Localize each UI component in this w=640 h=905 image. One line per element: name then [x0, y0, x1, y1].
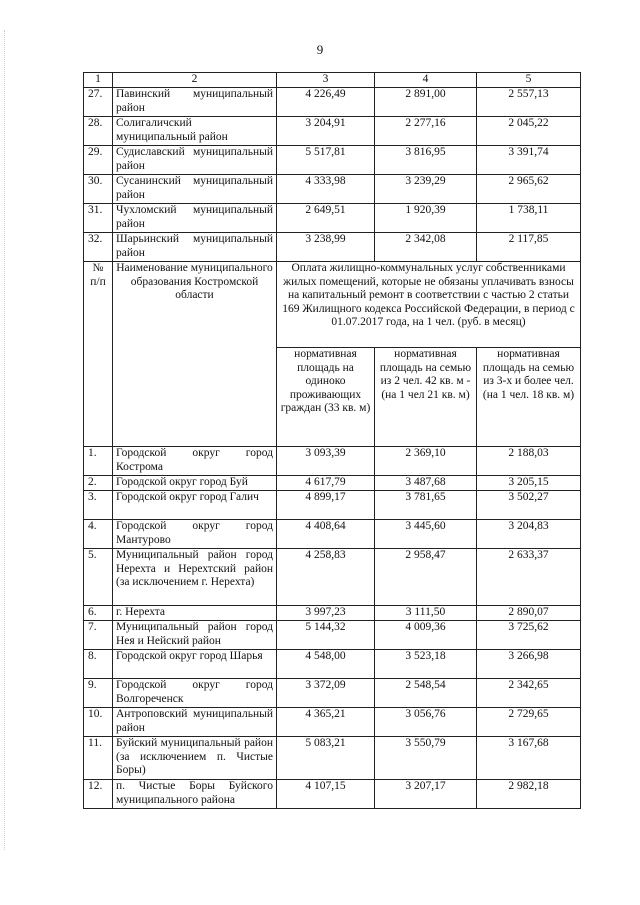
row-name: Городской округ город Галич — [113, 491, 277, 520]
row-number: 5. — [84, 549, 113, 606]
column-number-row — [84, 73, 581, 88]
table-row — [84, 621, 581, 650]
value-three: 2 729,65 — [477, 708, 581, 737]
row-number: 4. — [84, 520, 113, 549]
table-row — [84, 650, 581, 679]
value-single: 4 548,00 — [277, 650, 375, 679]
value-single: 4 617,79 — [277, 476, 375, 491]
value-single: 4 107,15 — [277, 780, 375, 809]
row-number: 2. — [84, 476, 113, 491]
row-number: 6. — [84, 606, 113, 621]
value-single: 3 238,99 — [277, 233, 375, 262]
page-number: 9 — [316, 42, 324, 57]
row-number: 31. — [84, 204, 113, 233]
value-single: 4 226,49 — [277, 88, 375, 117]
row-name: Павинский муниципальный район — [113, 88, 277, 117]
row-name: Городской округ город Кострома — [113, 447, 277, 476]
value-single: 4 365,21 — [277, 708, 375, 737]
row-name: Городской округ город Мантурово — [113, 520, 277, 549]
row-number: 7. — [84, 621, 113, 650]
row-name: Муниципальный район город Нея и Нейский район — [113, 621, 277, 650]
row-number: 8. — [84, 650, 113, 679]
value-three: 3 167,68 — [477, 737, 581, 780]
value-two: 3 781,65 — [375, 491, 477, 520]
value-single: 4 333,98 — [277, 175, 375, 204]
header-num: № п/п — [84, 262, 113, 447]
table-row — [84, 233, 581, 262]
value-single: 4 899,17 — [277, 491, 375, 520]
row-name: Буйский муниципальный район (за исключением п. Чистые Боры) — [113, 737, 277, 780]
value-two: 3 111,50 — [375, 606, 477, 621]
value-three: 3 725,62 — [477, 621, 581, 650]
value-two: 2 548,54 — [375, 679, 477, 708]
table-row — [84, 679, 581, 708]
value-three: 3 502,27 — [477, 491, 581, 520]
table-row — [84, 476, 581, 491]
column-number: 3 — [277, 73, 375, 88]
row-number: 10. — [84, 708, 113, 737]
row-name: Чухломский муниципальный район — [113, 204, 277, 233]
row-number: 32. — [84, 233, 113, 262]
table-row — [84, 737, 581, 780]
value-three: 3 205,15 — [477, 476, 581, 491]
row-number: 12. — [84, 780, 113, 809]
table-row — [84, 146, 581, 175]
column-number: 2 — [113, 73, 277, 88]
value-two: 3 207,17 — [375, 780, 477, 809]
row-name: Антроповский муниципальный район — [113, 708, 277, 737]
value-two: 3 487,68 — [375, 476, 477, 491]
row-number: 30. — [84, 175, 113, 204]
table-row — [84, 204, 581, 233]
value-single: 5 144,32 — [277, 621, 375, 650]
value-three: 2 045,22 — [477, 117, 581, 146]
value-three: 1 738,11 — [477, 204, 581, 233]
value-three: 2 982,18 — [477, 780, 581, 809]
table-row — [84, 88, 581, 117]
value-two: 3 816,95 — [375, 146, 477, 175]
column-number: 5 — [477, 73, 581, 88]
table-row — [84, 606, 581, 621]
table-row — [84, 708, 581, 737]
column-number: 1 — [84, 73, 113, 88]
value-three: 2 633,37 — [477, 549, 581, 606]
subheader-single: нормативная площадь на одиноко проживающих граждан (33 кв. м) — [277, 348, 375, 447]
column-number: 4 — [375, 73, 477, 88]
value-single: 5 083,21 — [277, 737, 375, 780]
value-three: 3 391,74 — [477, 146, 581, 175]
table-row — [84, 549, 581, 606]
value-single: 3 997,23 — [277, 606, 375, 621]
value-single: 3 204,91 — [277, 117, 375, 146]
value-two: 3 239,29 — [375, 175, 477, 204]
table-row — [84, 520, 581, 549]
row-number: 9. — [84, 679, 113, 708]
row-number: 28. — [84, 117, 113, 146]
row-name: Городской округ город Буй — [113, 476, 277, 491]
value-two: 3 550,79 — [375, 737, 477, 780]
row-name: Городской округ город Волгореченск — [113, 679, 277, 708]
value-two: 3 056,76 — [375, 708, 477, 737]
row-number: 11. — [84, 737, 113, 780]
value-single: 2 649,51 — [277, 204, 375, 233]
value-three: 2 965,62 — [477, 175, 581, 204]
rows-group-b — [84, 447, 581, 809]
value-three: 2 890,07 — [477, 606, 581, 621]
value-single: 3 372,09 — [277, 679, 375, 708]
row-name: Муниципальный район город Нерехта и Нерехтский район (за исключением г. Нерехта) — [113, 549, 277, 606]
value-two: 2 958,47 — [375, 549, 477, 606]
row-name: Солигаличский муниципальный район — [113, 117, 277, 146]
subheader-two: нормативная площадь на семью из 2 чел. 42 кв. м - (на 1 чел 21 кв. м) — [375, 348, 477, 447]
row-name: п. Чистые Боры Буйского муниципального района — [113, 780, 277, 809]
scan-edge-line — [4, 30, 6, 850]
value-three: 2 342,65 — [477, 679, 581, 708]
table-row — [84, 491, 581, 520]
value-single: 3 093,39 — [277, 447, 375, 476]
value-two: 3 445,60 — [375, 520, 477, 549]
table-row — [84, 117, 581, 146]
tariff-table — [83, 72, 581, 809]
header-payment: Оплата жилищно-коммунальных услуг собственниками жилых помещений, которые не обязаны уплачивать взносы на капитальный ремонт в соответствии с частью 2 статьи 169 Жилищного кодекса Российской Федерации, в период с 01.07.2017 года, на 1 чел. (руб. в месяц) — [277, 262, 581, 348]
value-single: 4 258,83 — [277, 549, 375, 606]
value-two: 3 523,18 — [375, 650, 477, 679]
row-name: Городской округ город Шарья — [113, 650, 277, 679]
value-two: 2 342,08 — [375, 233, 477, 262]
value-three: 3 266,98 — [477, 650, 581, 679]
subheader-three: нормативная площадь на семью из 3-х и более чел. (на 1 чел. 18 кв. м) — [477, 348, 581, 447]
row-name: Сусанинский муниципальный район — [113, 175, 277, 204]
table-row — [84, 447, 581, 476]
header-name: Наименование муниципального образования Костромской области — [113, 262, 277, 447]
value-single: 5 517,81 — [277, 146, 375, 175]
value-two: 4 009,36 — [375, 621, 477, 650]
header-row — [84, 262, 581, 348]
value-two: 1 920,39 — [375, 204, 477, 233]
row-name: г. Нерехта — [113, 606, 277, 621]
value-three: 2 117,85 — [477, 233, 581, 262]
table-row — [84, 175, 581, 204]
rows-group-a — [84, 88, 581, 262]
row-number: 3. — [84, 491, 113, 520]
row-number: 29. — [84, 146, 113, 175]
row-number: 1. — [84, 447, 113, 476]
value-two: 2 277,16 — [375, 117, 477, 146]
value-single: 4 408,64 — [277, 520, 375, 549]
row-name: Шарьинский муниципальный район — [113, 233, 277, 262]
value-three: 2 557,13 — [477, 88, 581, 117]
row-number: 27. — [84, 88, 113, 117]
value-three: 2 188,03 — [477, 447, 581, 476]
row-name: Судиславский муниципальный район — [113, 146, 277, 175]
value-two: 2 891,00 — [375, 88, 477, 117]
value-two: 2 369,10 — [375, 447, 477, 476]
value-three: 3 204,83 — [477, 520, 581, 549]
table-row — [84, 780, 581, 809]
